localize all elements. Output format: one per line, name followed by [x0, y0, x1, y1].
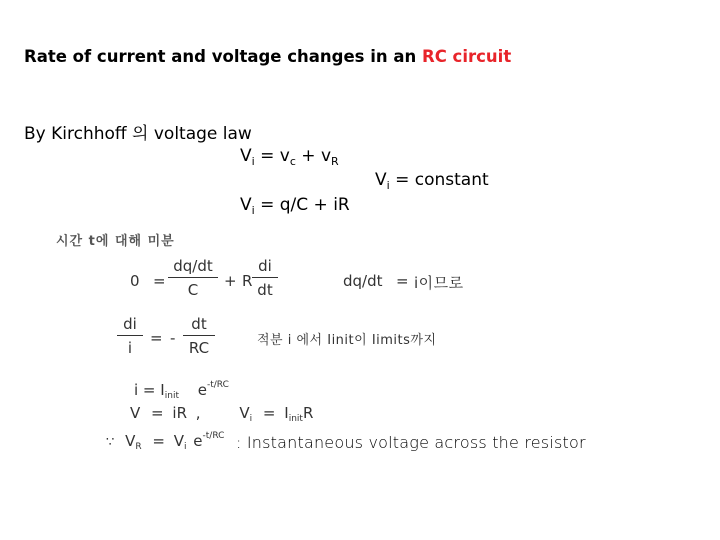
- fraction-dt-over-rc: [183, 315, 215, 357]
- line2-minus: -: [170, 329, 176, 347]
- fraction-denominator: C: [187, 281, 199, 299]
- resistor-voltage-description: : Instantaneous voltage across the resistor: [236, 433, 586, 452]
- fraction-dqdt-over-c: [168, 257, 218, 299]
- line1-plus: +: [224, 272, 237, 290]
- line4-equation: V = iR , $V_i = I_{init}R$: [130, 404, 314, 424]
- fraction-numerator: dt: [191, 315, 207, 333]
- line3-equation: $i = I_{init}$ $e^{-t/RC}$: [134, 380, 229, 401]
- equation-vi-constant: $V_i$ = constant: [375, 170, 489, 192]
- slide-title: [24, 47, 511, 66]
- line1-note-i: i이므로: [414, 274, 464, 292]
- line1-r: R: [242, 272, 253, 290]
- title-prefix: Rate of current and voltage changes in an: [24, 47, 422, 66]
- fraction-numerator: di: [258, 257, 272, 275]
- derivation-step-label: 시간 t에 대해 미분: [56, 234, 175, 249]
- line1-note-dqdt: dq/dt: [343, 272, 383, 290]
- title-accent: RC circuit: [422, 47, 512, 66]
- fraction-denominator: RC: [188, 339, 210, 357]
- fraction-bar: [183, 335, 215, 336]
- line2-equals: =: [150, 329, 163, 347]
- fraction-bar: [117, 335, 143, 336]
- line1-equals: =: [153, 272, 166, 290]
- line5-equation: ∵ $V_R = V_i$ $e^{-t/RC}$: [106, 431, 225, 452]
- fraction-bar: [252, 277, 278, 278]
- fraction-denominator: i: [127, 339, 133, 357]
- line2-integration-note: 적분 i 에서 Iinit이 Iimits까지: [257, 333, 437, 348]
- fraction-denominator: dt: [257, 281, 273, 299]
- fraction-bar: [168, 277, 218, 278]
- fraction-numerator: di: [123, 315, 137, 333]
- fraction-di-over-i: [117, 315, 143, 357]
- equation-charge-form: $V_i = q/C$ + iR: [240, 195, 350, 217]
- fraction-numerator: dq/dt: [173, 257, 213, 275]
- line1-zero: 0: [130, 272, 140, 290]
- kirchhoff-law-text: By Kirchhoff 의 voltage law: [24, 124, 252, 144]
- fraction-di-over-dt: [252, 257, 278, 299]
- equation-kirchhoff-sum: $V_i = v_c + v_R$: [240, 146, 339, 168]
- line1-note-equals: =: [396, 272, 409, 290]
